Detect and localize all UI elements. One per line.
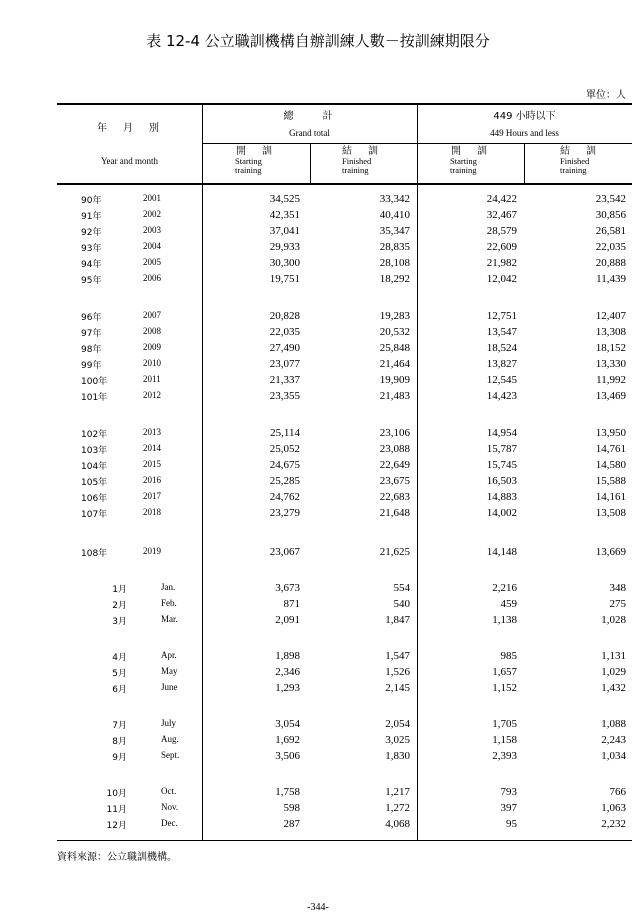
value-starting-449: 1,138 — [492, 614, 517, 626]
table-row — [57, 507, 632, 523]
value-finished-total: 3,025 — [385, 734, 410, 746]
finished-header-en: Finished — [560, 156, 590, 166]
value-finished-total: 23,088 — [379, 443, 410, 455]
finished-header-en: training — [342, 165, 369, 175]
table-bottom-rule — [57, 840, 632, 841]
value-starting-total: 2,346 — [275, 666, 300, 678]
value-finished-449: 1,088 — [601, 718, 626, 730]
table-row — [57, 459, 632, 475]
table-row — [57, 546, 632, 562]
value-finished-449: 1,432 — [601, 682, 626, 694]
row-label: 10月 — [106, 789, 127, 799]
value-starting-total: 23,077 — [269, 358, 300, 370]
value-starting-449: 13,827 — [486, 358, 517, 370]
value-starting-total: 1,692 — [275, 734, 300, 746]
value-finished-449: 348 — [609, 582, 626, 594]
row-label: 9月 — [112, 753, 127, 763]
value-finished-449: 14,161 — [595, 491, 626, 503]
table-row — [57, 598, 632, 614]
value-finished-total: 1,526 — [385, 666, 410, 678]
value-starting-total: 23,355 — [269, 390, 300, 402]
row-label: 105年 — [81, 478, 108, 488]
value-starting-total: 23,067 — [269, 546, 300, 558]
table-row — [57, 682, 632, 698]
table-row — [57, 443, 632, 459]
value-finished-449: 13,469 — [595, 390, 626, 402]
year-label: 2018 — [143, 507, 161, 517]
year-label: 2005 — [143, 257, 161, 267]
value-finished-449: 1,131 — [601, 650, 626, 662]
value-starting-449: 32,467 — [486, 209, 517, 221]
row-label: 108年 — [81, 549, 108, 559]
value-finished-total: 33,342 — [379, 193, 410, 205]
value-finished-total: 21,648 — [379, 507, 410, 519]
table-row — [57, 193, 632, 209]
value-starting-total: 1,898 — [275, 650, 300, 662]
value-finished-total: 28,108 — [379, 257, 410, 269]
table-row — [57, 818, 632, 834]
value-starting-449: 24,422 — [486, 193, 517, 205]
month-label: Jan. — [161, 582, 176, 592]
year-label: 2016 — [143, 475, 161, 485]
unit-label: 單位：人 — [586, 90, 626, 101]
value-finished-449: 766 — [609, 786, 626, 798]
year-label: 2007 — [143, 310, 161, 320]
table-row — [57, 802, 632, 818]
value-starting-449: 95 — [506, 818, 517, 830]
value-finished-449: 13,330 — [595, 358, 626, 370]
value-finished-total: 19,909 — [379, 374, 410, 386]
year-label: 2006 — [143, 273, 161, 283]
year-label: 2008 — [143, 326, 161, 336]
value-finished-449: 20,888 — [595, 257, 626, 269]
row-label: 92年 — [81, 228, 102, 238]
year-label: 2003 — [143, 225, 161, 235]
table-row — [57, 750, 632, 766]
row-label: 5月 — [112, 669, 127, 679]
value-starting-449: 2,393 — [492, 750, 517, 762]
value-finished-total: 22,649 — [379, 459, 410, 471]
starting-header — [417, 147, 524, 175]
row-label: 103年 — [81, 446, 108, 456]
table-row — [57, 786, 632, 802]
value-finished-449: 2,232 — [601, 818, 626, 830]
table-row — [57, 374, 632, 390]
value-finished-449: 22,035 — [595, 241, 626, 253]
value-finished-449: 1,034 — [601, 750, 626, 762]
value-starting-449: 14,423 — [486, 390, 517, 402]
value-starting-449: 1,705 — [492, 718, 517, 730]
starting-header-en: training — [450, 165, 477, 175]
table-row — [57, 310, 632, 326]
row-label: 7月 — [112, 721, 127, 731]
value-finished-total: 21,483 — [379, 390, 410, 402]
hours-header-zh: 449 小時以下 — [493, 111, 556, 122]
month-label: Aug. — [161, 734, 179, 744]
row-label: 91年 — [81, 212, 102, 222]
value-starting-total: 287 — [283, 818, 300, 830]
finished-header — [310, 147, 417, 175]
row-label: 94年 — [81, 260, 102, 270]
value-starting-total: 23,279 — [269, 507, 300, 519]
month-label: Mar. — [161, 614, 178, 624]
value-finished-total: 19,283 — [379, 310, 410, 322]
value-starting-total: 34,525 — [269, 193, 300, 205]
value-finished-total: 23,675 — [379, 475, 410, 487]
starting-header-en: training — [235, 165, 262, 175]
table-row — [57, 342, 632, 358]
month-label: June — [161, 682, 178, 692]
value-starting-total: 24,762 — [269, 491, 300, 503]
grand-total-header-zh: 總 計 — [283, 111, 336, 122]
month-label: Sept. — [161, 750, 180, 760]
month-label: Feb. — [161, 598, 177, 608]
value-starting-449: 793 — [500, 786, 517, 798]
year-label: 2004 — [143, 241, 161, 251]
row-label: 4月 — [112, 653, 127, 663]
value-starting-total: 42,351 — [269, 209, 300, 221]
value-finished-total: 1,217 — [385, 786, 410, 798]
value-finished-449: 26,581 — [595, 225, 626, 237]
value-finished-449: 1,028 — [601, 614, 626, 626]
value-starting-449: 1,152 — [492, 682, 517, 694]
value-finished-449: 13,669 — [595, 546, 626, 558]
row-label: 102年 — [81, 430, 108, 440]
year-label: 2010 — [143, 358, 161, 368]
value-finished-449: 13,950 — [595, 427, 626, 439]
value-starting-449: 21,982 — [486, 257, 517, 269]
year-label: 2013 — [143, 427, 161, 437]
table-row — [57, 614, 632, 630]
value-finished-total: 23,106 — [379, 427, 410, 439]
page-number: -344- — [307, 902, 329, 913]
table-row — [57, 427, 632, 443]
value-starting-449: 14,148 — [486, 546, 517, 558]
value-starting-total: 37,041 — [269, 225, 300, 237]
value-starting-total: 25,052 — [269, 443, 300, 455]
finished-header-zh: 結 訓 — [342, 146, 381, 157]
value-starting-449: 985 — [500, 650, 517, 662]
row-label: 93年 — [81, 244, 102, 254]
value-starting-449: 16,503 — [486, 475, 517, 487]
value-finished-449: 15,588 — [595, 475, 626, 487]
value-starting-449: 12,545 — [486, 374, 517, 386]
value-starting-449: 15,745 — [486, 459, 517, 471]
value-starting-total: 598 — [283, 802, 300, 814]
row-label: 1月 — [112, 585, 127, 595]
row-header-zh: 年 月 別 — [97, 123, 162, 134]
starting-header-en: Starting — [450, 156, 477, 166]
finished-header — [524, 147, 632, 175]
year-label: 2019 — [143, 546, 161, 556]
value-finished-total: 1,272 — [385, 802, 410, 814]
table-row — [57, 475, 632, 491]
value-starting-449: 12,751 — [486, 310, 517, 322]
table-row — [57, 358, 632, 374]
value-finished-total: 22,683 — [379, 491, 410, 503]
value-starting-total: 30,300 — [269, 257, 300, 269]
year-label: 2012 — [143, 390, 161, 400]
table-row — [57, 273, 632, 289]
value-finished-449: 14,580 — [595, 459, 626, 471]
value-starting-449: 1,657 — [492, 666, 517, 678]
value-finished-total: 1,830 — [385, 750, 410, 762]
row-label: 3月 — [112, 617, 127, 627]
value-finished-449: 13,308 — [595, 326, 626, 338]
value-starting-449: 28,579 — [486, 225, 517, 237]
row-label: 104年 — [81, 462, 108, 472]
table-row — [57, 241, 632, 257]
value-finished-total: 1,847 — [385, 614, 410, 626]
value-starting-449: 14,954 — [486, 427, 517, 439]
grand-total-header-en: Grand total — [289, 128, 330, 138]
month-label: Dec. — [161, 818, 178, 828]
value-starting-total: 25,285 — [269, 475, 300, 487]
row-label: 97年 — [81, 329, 102, 339]
table-row — [57, 209, 632, 225]
table-top-rule — [57, 103, 632, 105]
row-label: 98年 — [81, 345, 102, 355]
row-label: 2月 — [112, 601, 127, 611]
year-label: 2001 — [143, 193, 161, 203]
value-finished-total: 40,410 — [379, 209, 410, 221]
value-starting-total: 1,293 — [275, 682, 300, 694]
row-label: 106年 — [81, 494, 108, 504]
value-finished-449: 2,243 — [601, 734, 626, 746]
value-finished-total: 554 — [393, 582, 410, 594]
table-row — [57, 326, 632, 342]
year-label: 2015 — [143, 459, 161, 469]
row-label: 95年 — [81, 276, 102, 286]
finished-header-en: Finished — [342, 156, 372, 166]
year-label: 2017 — [143, 491, 161, 501]
value-starting-total: 1,758 — [275, 786, 300, 798]
row-label: 6月 — [112, 685, 127, 695]
value-starting-449: 459 — [500, 598, 517, 610]
value-finished-total: 28,835 — [379, 241, 410, 253]
value-finished-449: 14,761 — [595, 443, 626, 455]
hours-header-en: 449 Hours and less — [490, 128, 559, 138]
month-label: Nov. — [161, 802, 179, 812]
value-finished-449: 1,029 — [601, 666, 626, 678]
page-title: 表 12-4 公立職訓機構自辦訓練人數－按訓練期限分 — [146, 32, 490, 50]
starting-header-zh: 開 訓 — [236, 146, 275, 157]
row-header-en: Year and month — [100, 156, 159, 166]
value-starting-449: 2,216 — [492, 582, 517, 594]
value-starting-total: 21,337 — [269, 374, 300, 386]
table-row — [57, 390, 632, 406]
value-finished-total: 2,145 — [385, 682, 410, 694]
value-starting-449: 14,002 — [486, 507, 517, 519]
value-finished-449: 30,856 — [595, 209, 626, 221]
value-starting-449: 1,158 — [492, 734, 517, 746]
row-label: 101年 — [81, 393, 108, 403]
value-starting-449: 13,547 — [486, 326, 517, 338]
table-row — [57, 666, 632, 682]
row-label: 8月 — [112, 737, 127, 747]
value-finished-total: 2,054 — [385, 718, 410, 730]
value-finished-total: 1,547 — [385, 650, 410, 662]
year-label: 2002 — [143, 209, 161, 219]
row-label: 100年 — [81, 377, 108, 387]
value-starting-449: 12,042 — [486, 273, 517, 285]
value-starting-449: 14,883 — [486, 491, 517, 503]
value-finished-449: 23,542 — [595, 193, 626, 205]
value-finished-449: 11,992 — [596, 374, 626, 386]
value-finished-total: 21,464 — [379, 358, 410, 370]
value-finished-total: 35,347 — [379, 225, 410, 237]
value-starting-total: 3,054 — [275, 718, 300, 730]
table-row — [57, 718, 632, 734]
month-label: Oct. — [161, 786, 177, 796]
table-row — [57, 491, 632, 507]
row-label: 90年 — [81, 196, 102, 206]
value-finished-449: 18,152 — [595, 342, 626, 354]
table-row — [57, 225, 632, 241]
value-starting-449: 15,787 — [486, 443, 517, 455]
value-finished-449: 13,508 — [595, 507, 626, 519]
value-starting-total: 20,828 — [269, 310, 300, 322]
row-label: 96年 — [81, 313, 102, 323]
month-label: July — [161, 718, 177, 728]
value-finished-449: 1,063 — [601, 802, 626, 814]
header-bottom-rule — [57, 183, 632, 185]
table-row — [57, 650, 632, 666]
value-finished-total: 21,625 — [379, 546, 410, 558]
value-starting-total: 29,933 — [269, 241, 300, 253]
value-starting-449: 18,524 — [486, 342, 517, 354]
year-label: 2011 — [143, 374, 161, 384]
value-starting-total: 25,114 — [270, 427, 300, 439]
value-finished-449: 12,407 — [595, 310, 626, 322]
value-finished-total: 25,848 — [379, 342, 410, 354]
value-starting-449: 397 — [500, 802, 517, 814]
value-finished-total: 18,292 — [379, 273, 410, 285]
value-starting-total: 3,506 — [275, 750, 300, 762]
value-starting-total: 19,751 — [269, 273, 300, 285]
row-label: 99年 — [81, 361, 102, 371]
value-starting-total: 3,673 — [275, 582, 300, 594]
table-row — [57, 734, 632, 750]
value-starting-449: 22,609 — [486, 241, 517, 253]
table-row — [57, 582, 632, 598]
month-label: May — [161, 666, 178, 676]
value-finished-449: 275 — [609, 598, 626, 610]
row-label: 11月 — [106, 805, 127, 815]
starting-header-zh: 開 訓 — [451, 146, 490, 157]
year-label: 2014 — [143, 443, 161, 453]
value-starting-total: 871 — [283, 598, 300, 610]
value-finished-449: 11,439 — [596, 273, 626, 285]
row-label: 107年 — [81, 510, 108, 520]
source-note: 資料來源：公立職訓機構。 — [57, 852, 177, 863]
value-starting-total: 22,035 — [269, 326, 300, 338]
starting-header-en: Starting — [235, 156, 262, 166]
finished-header-zh: 結 訓 — [560, 146, 599, 157]
value-starting-total: 24,675 — [269, 459, 300, 471]
month-label: Apr. — [161, 650, 177, 660]
value-starting-total: 27,490 — [269, 342, 300, 354]
row-label: 12月 — [106, 821, 127, 831]
year-label: 2009 — [143, 342, 161, 352]
table-row — [57, 257, 632, 273]
value-finished-total: 20,532 — [379, 326, 410, 338]
starting-header — [202, 147, 310, 175]
value-finished-total: 4,068 — [385, 818, 410, 830]
value-starting-total: 2,091 — [275, 614, 300, 626]
finished-header-en: training — [560, 165, 587, 175]
value-finished-total: 540 — [393, 598, 410, 610]
